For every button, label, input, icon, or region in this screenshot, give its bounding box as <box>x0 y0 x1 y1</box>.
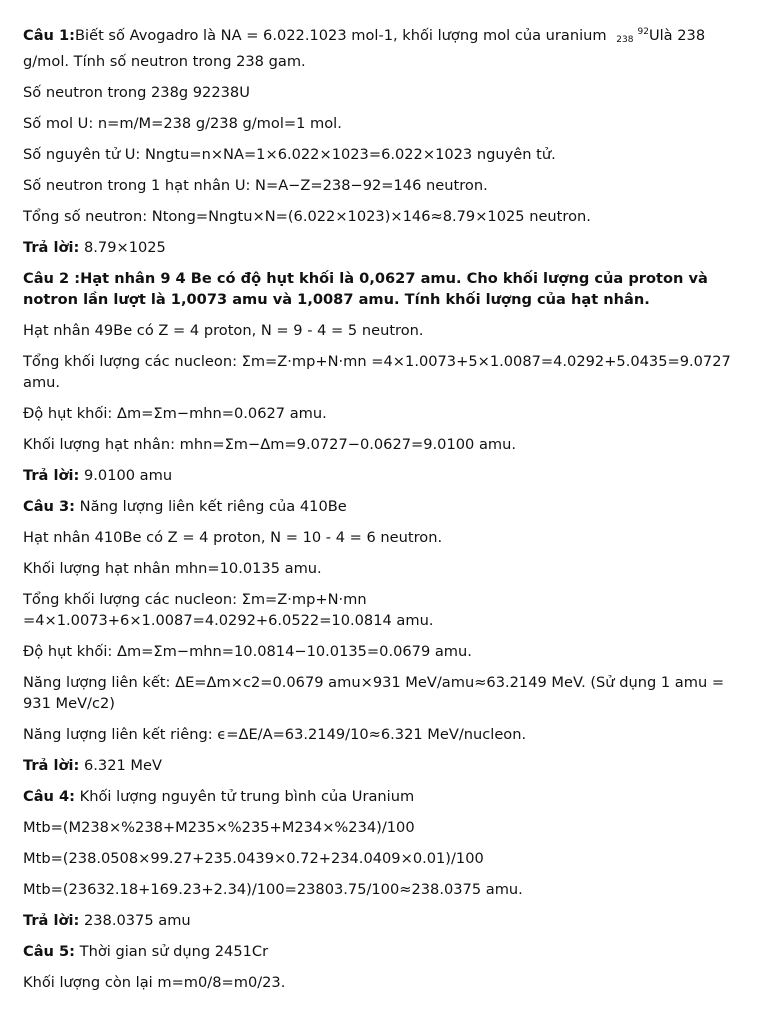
question-5-prompt <box>23 941 739 962</box>
question-1-text: Biết số Avogadro là NA = 6.022.1023 mol-1, khối lượng mol của uranium <box>75 27 612 44</box>
answer-label: Trả lời: <box>23 912 80 929</box>
solution-line: Số mol U: n=m/M=238 g/238 g/mol=1 mol. <box>23 115 342 132</box>
question-1-prompt <box>23 22 739 72</box>
question-1-text-end: Ulà 238 g/mol. Tính số neutron trong 238 gam. <box>23 27 706 70</box>
question-3-title: Năng lượng liên kết riêng của 410Be <box>75 498 347 515</box>
atomic-number-superscript: 92 <box>637 27 649 37</box>
solution-line: Mtb=(23632.18+169.23+2.34)/100=23803.75/100≈238.0375 amu. <box>23 881 523 898</box>
solution-line: Tổng khối lượng các nucleon: Σm=Z⋅mp+N⋅mn =4×1.0073+5×1.0087=4.0292+5.0435=9.0727 amu. <box>23 353 731 391</box>
solution-line: Năng lượng liên kết: ΔE=Δm×c2=0.0679 amu×931 MeV/amu≈63.2149 MeV. (Sử dụng 1 amu = 931 MeV/c2) <box>23 674 725 712</box>
answer-value: 238.0375 amu <box>79 912 191 929</box>
answer-label: Trả lời: <box>23 467 80 484</box>
answer-value: 6.321 MeV <box>79 757 162 774</box>
solution-line: Năng lượng liên kết riêng: ϵ=ΔE/A=63.2149/10≈6.321 MeV/nucleon. <box>23 726 527 743</box>
solution-line: Hạt nhân 49Be có Z = 4 proton, N = 9 - 4 = 5 neutron. <box>23 322 424 339</box>
question-4-title: Khối lượng nguyên tử trung bình của Uranium <box>75 788 415 805</box>
answer-line <box>23 465 739 486</box>
solution-line: Khối lượng còn lại m=m0/8=m0/23. <box>23 974 286 991</box>
solution-line: Số nguyên tử U: Nngtu=n×NA=1×6.022×1023=6.022×1023 nguyên tử. <box>23 146 556 163</box>
solution-line: Số neutron trong 238g 92238U <box>23 84 250 101</box>
question-3-label: Câu 3: <box>23 498 76 515</box>
answer-line <box>23 237 739 258</box>
question-4-prompt <box>23 786 739 807</box>
question-2-prompt: Câu 2 :Hạt nhân 9 4 Be có độ hụt khối là 0,0627 amu. Cho khối lượng của proton và notron lần lượt là 1,0073 amu và 1,0087 amu. Tính khối lượng của hạt nhân. <box>23 270 708 308</box>
question-5-title: Thời gian sử dụng 2451Cr <box>75 943 269 960</box>
question-1-label: Câu 1: <box>23 27 76 44</box>
solution-line: Khối lượng hạt nhân mhn=10.0135 amu. <box>23 560 322 577</box>
answer-value: 9.0100 amu <box>79 467 173 484</box>
answer-label: Trả lời: <box>23 757 80 774</box>
solution-line: Tổng khối lượng các nucleon: Σm=Z⋅mp+N⋅mn =4×1.0073+6×1.0087=4.0292+6.0522=10.0814 amu. <box>23 591 434 629</box>
mass-number-subscript: 238 <box>616 35 634 45</box>
answer-line <box>23 755 739 776</box>
answer-line <box>23 910 739 931</box>
question-4-label: Câu 4: <box>23 788 76 805</box>
answer-label: Trả lời: <box>23 239 80 256</box>
solution-line: Độ hụt khối: Δm=Σm−mhn=10.0814−10.0135=0.0679 amu. <box>23 643 472 660</box>
solution-line: Mtb=(M238×%238+M235×%235+M234×%234)/100 <box>23 819 415 836</box>
solution-line: Độ hụt khối: Δm=Σm−mhn=0.0627 amu. <box>23 405 327 422</box>
solution-line: Số neutron trong 1 hạt nhân U: N=A−Z=238−92=146 neutron. <box>23 177 488 194</box>
question-5-label: Câu 5: <box>23 943 76 960</box>
solution-line: Hạt nhân 410Be có Z = 4 proton, N = 10 - 4 = 6 neutron. <box>23 529 443 546</box>
answer-value: 8.79×1025 <box>79 239 166 256</box>
solution-line: Khối lượng hạt nhân: mhn=Σm−Δm=9.0727−0.0627=9.0100 amu. <box>23 436 516 453</box>
question-3-prompt <box>23 496 739 517</box>
solution-line: Tổng số neutron: Ntong=Nngtu×N=(6.022×1023)×146≈8.79×1025 neutron. <box>23 208 591 225</box>
document-body <box>23 22 739 1003</box>
solution-line: Mtb=(238.0508×99.27+235.0439×0.72+234.0409×0.01)/100 <box>23 850 484 867</box>
